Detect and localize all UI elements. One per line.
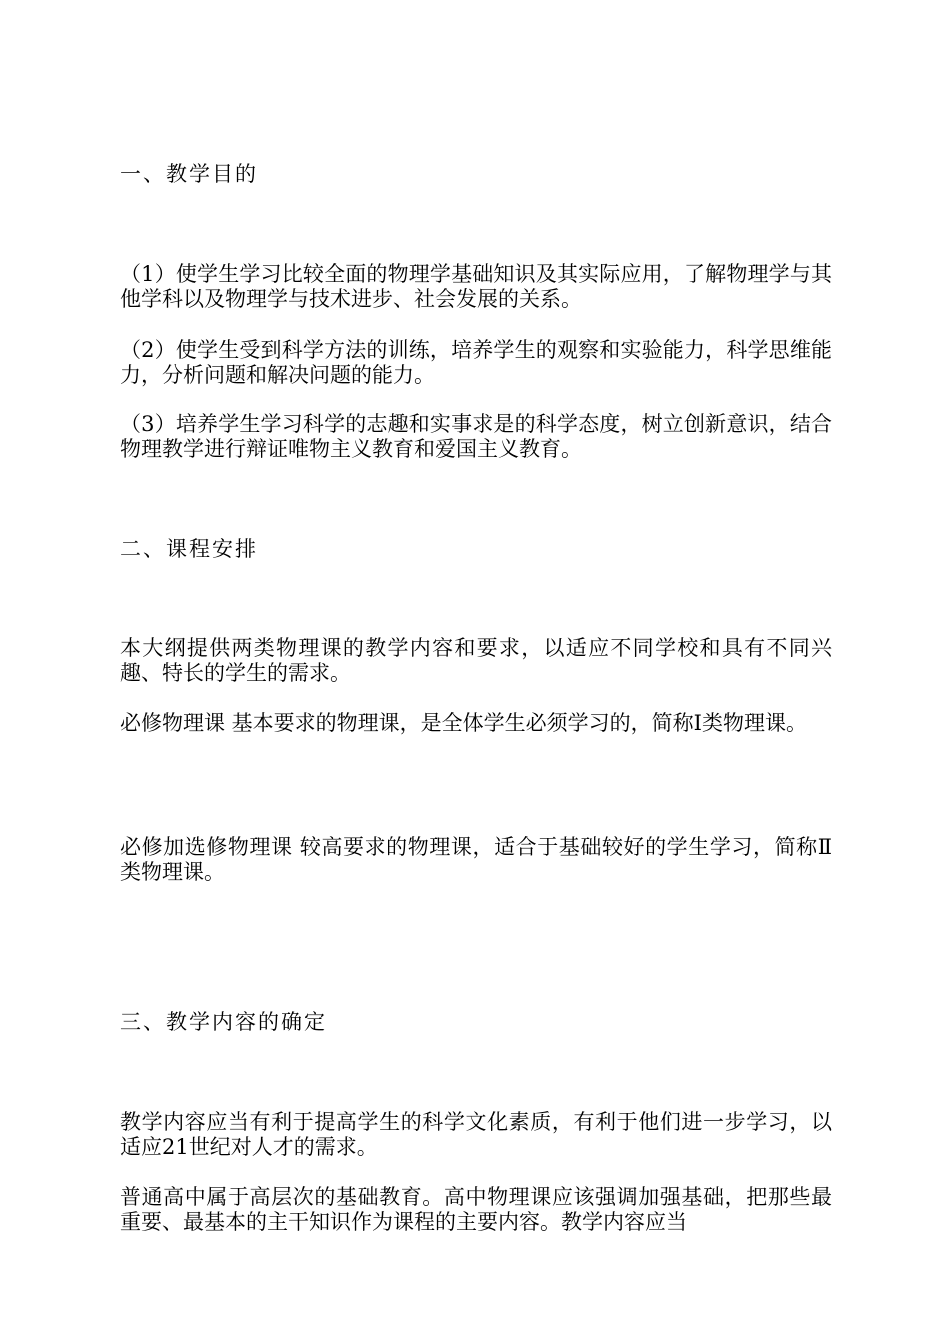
paragraph-curriculum-3: 必修加选修物理课 较高要求的物理课，适合于基础较好的学生学习，简称Ⅱ类物理课。 bbox=[120, 835, 832, 884]
paragraph-curriculum-1: 本大纲提供两类物理课的教学内容和要求，以适应不同学校和具有不同兴趣、特长的学生的需求。 bbox=[120, 636, 832, 685]
paragraph-purpose-2: （2）使学生受到科学方法的训练，培养学生的观察和实验能力，科学思维能力，分析问题和解决问题的能力。 bbox=[120, 338, 832, 387]
paragraph-content-1: 教学内容应当有利于提高学生的科学文化素质，有利于他们进一步学习，以适应21世纪对人才的需求。 bbox=[120, 1110, 832, 1159]
paragraph-purpose-3: （3）培养学生学习科学的志趣和实事求是的科学态度，树立创新意识，结合物理教学进行辩证唯物主义教育和爱国主义教育。 bbox=[120, 412, 832, 461]
paragraph-curriculum-2: 必修物理课 基本要求的物理课，是全体学生必须学习的，简称Ⅰ类物理课。 bbox=[120, 711, 807, 735]
section-heading-content: 三、教学内容的确定 bbox=[120, 1010, 327, 1034]
paragraph-content-2: 普通高中属于高层次的基础教育。高中物理课应该强调加强基础，把那些最重要、最基本的主干知识作为课程的主要内容。教学内容应当 bbox=[120, 1185, 832, 1234]
section-heading-purpose: 一、教学目的 bbox=[120, 162, 258, 186]
paragraph-purpose-1: （1）使学生学习比较全面的物理学基础知识及其实际应用，了解物理学与其他学科以及物理学与技术进步、社会发展的关系。 bbox=[120, 262, 832, 311]
section-heading-curriculum: 二、课程安排 bbox=[120, 537, 258, 561]
